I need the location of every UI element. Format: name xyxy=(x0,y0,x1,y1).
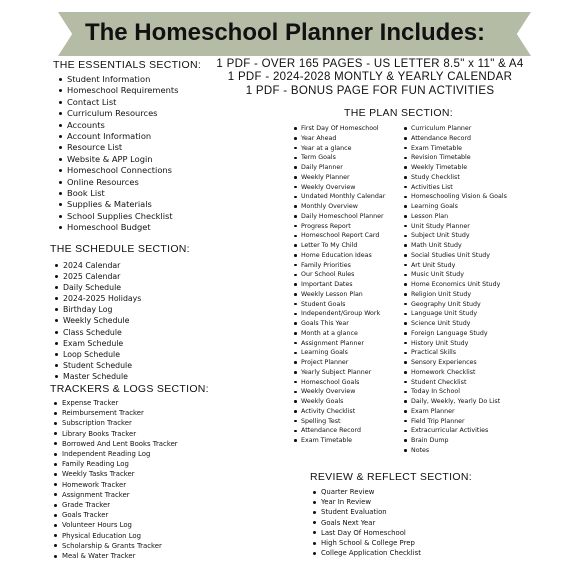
list-item: School Supplies Checklist xyxy=(67,211,178,222)
list-item: Attendance Record xyxy=(411,134,507,144)
review-list xyxy=(321,487,421,558)
list-item: Year In Review xyxy=(321,497,421,507)
list-item: Weekly Timetable xyxy=(411,163,507,173)
list-item: Student Checklist xyxy=(411,378,507,388)
list-item: Month at a glance xyxy=(301,329,385,339)
list-item: Year Ahead xyxy=(301,134,385,144)
list-item: Volunteer Hours Log xyxy=(62,520,178,530)
list-item: Goals Next Year xyxy=(321,518,421,528)
list-item: Learning Goals xyxy=(301,348,385,358)
list-item: Daily, Weekly, Yearly Do List xyxy=(411,397,507,407)
list-item: Social Studies Unit Study xyxy=(411,251,507,261)
list-item: Science Unit Study xyxy=(411,319,507,329)
list-item: Curriculum Resources xyxy=(67,108,178,119)
list-item: Weekly Overview xyxy=(301,387,385,397)
list-item: Class Schedule xyxy=(63,327,141,338)
list-item: Notes xyxy=(411,446,507,456)
list-item: Book List xyxy=(67,188,178,199)
list-item: Daily Planner xyxy=(301,163,385,173)
list-item: Project Planner xyxy=(301,358,385,368)
list-item: Language Unit Study xyxy=(411,309,507,319)
list-item: Weekly Planner xyxy=(301,173,385,183)
page-title: The Homeschool Planner Includes: xyxy=(84,19,486,46)
list-item: Homeschool Report Card xyxy=(301,231,385,241)
list-item: Exam Planner xyxy=(411,407,507,417)
list-item: Foreign Language Study xyxy=(411,329,507,339)
list-item: Weekly Tasks Tracker xyxy=(62,469,178,479)
list-item: Extracurricular Activities xyxy=(411,426,507,436)
list-item: Exam Schedule xyxy=(63,338,141,349)
plan-list-column-1 xyxy=(301,124,385,446)
list-item: Independent Reading Log xyxy=(62,449,178,459)
list-item: Music Unit Study xyxy=(411,270,507,280)
list-item: Undated Monthly Calendar xyxy=(301,193,386,201)
list-item: Activity Checklist xyxy=(301,407,385,417)
list-item: Religion Unit Study xyxy=(411,290,507,300)
list-item: Family Reading Log xyxy=(62,459,178,469)
list-item: Master Schedule xyxy=(63,371,141,382)
list-item: Homeschool Goals xyxy=(301,378,385,388)
list-item: Daily Homeschool Planner xyxy=(301,212,384,220)
list-item: Student Schedule xyxy=(63,360,141,371)
list-item: Accounts xyxy=(67,120,178,131)
list-item: Library Books Tracker xyxy=(62,429,178,439)
pdf-line-1: 1 PDF - OVER 165 PAGES - US LETTER 8.5" x 11" & A4 xyxy=(216,58,524,70)
plan-section-title: THE PLAN SECTION: xyxy=(344,107,453,119)
list-item: Brain Dump xyxy=(411,436,507,446)
list-item: Term Goals xyxy=(301,153,385,163)
review-section-title: REVIEW & REFLECT SECTION: xyxy=(310,471,472,483)
trackers-list xyxy=(62,398,178,561)
schedule-section-title: THE SCHEDULE SECTION: xyxy=(50,243,190,255)
list-item: Expense Tracker xyxy=(62,398,178,408)
list-item: Today In School xyxy=(411,387,507,397)
list-item: Home Education Ideas xyxy=(301,251,385,261)
list-item: Reimbursement Tracker xyxy=(62,408,178,418)
list-item: Geography Unit Study xyxy=(411,300,507,310)
list-item: 2024-2025 Holidays xyxy=(63,294,142,304)
list-item: Website & APP Login xyxy=(67,154,178,165)
list-item: Our School Rules xyxy=(301,270,385,280)
plan-list-column-2 xyxy=(411,124,507,456)
list-item: Art Unit Study xyxy=(411,261,507,271)
list-item: Home Economics Unit Study xyxy=(411,280,507,290)
list-item: Homeschool Requirements xyxy=(67,85,179,96)
list-item: Last Day Of Homeschool xyxy=(321,528,421,538)
list-item: Quarter Review xyxy=(321,487,421,497)
essentials-list xyxy=(67,74,178,234)
list-item: Field Trip Planner xyxy=(411,417,507,427)
list-item: Homework Checklist xyxy=(411,368,507,378)
list-item: 2024 Calendar xyxy=(63,260,141,271)
list-item: Subject Unit Study xyxy=(411,231,507,241)
list-item: Assignment Planner xyxy=(301,339,385,349)
list-item: Spelling Test xyxy=(301,417,385,427)
list-item: Math Unit Study xyxy=(411,241,507,251)
list-item: Meal & Water Tracker xyxy=(62,551,178,561)
list-item: Important Dates xyxy=(301,280,385,290)
list-item: Homeschool Budget xyxy=(67,222,178,233)
list-item: High School & College Prep xyxy=(321,538,421,548)
list-item: Contact List xyxy=(67,97,178,108)
list-item: Supplies & Materials xyxy=(67,199,178,210)
list-item: Family Priorities xyxy=(301,261,385,271)
list-item: Learning Goals xyxy=(411,202,507,212)
trackers-section-title: TRACKERS & LOGS SECTION: xyxy=(50,383,209,395)
list-item: Birthday Log xyxy=(63,304,141,315)
list-item: Yearly Subject Planner xyxy=(301,368,385,378)
list-item: Exam Timetable xyxy=(411,144,507,154)
list-item: Curriculum Planner xyxy=(411,124,507,134)
list-item: Homeschool Connections xyxy=(67,165,178,176)
list-item: Exam Timetable xyxy=(301,436,385,446)
list-item: Homeschooling Vision & Goals xyxy=(411,193,507,201)
essentials-section-title: THE ESSENTIALS SECTION: xyxy=(53,59,202,71)
list-item: Subscription Tracker xyxy=(62,418,178,428)
list-item: First Day Of Homeschool xyxy=(301,124,385,134)
list-item: Scholarship & Grants Tracker xyxy=(62,541,178,551)
list-item: Practical Skills xyxy=(411,348,507,358)
list-item: Attendance Record xyxy=(301,426,385,436)
list-item: Borrowed And Lent Books Tracker xyxy=(62,439,178,448)
list-item: Weekly Schedule xyxy=(63,315,141,326)
list-item: Independent/Group Work xyxy=(301,309,385,319)
list-item: Physical Education Log xyxy=(62,531,178,541)
list-item: Goals This Year xyxy=(301,319,385,329)
list-item: Progress Report xyxy=(301,222,385,232)
pdf-includes xyxy=(190,58,550,98)
list-item: Grade Tracker xyxy=(62,500,178,510)
list-item: History Unit Study xyxy=(411,339,507,349)
list-item: Letter To My Child xyxy=(301,241,385,251)
list-item: Revision Timetable xyxy=(411,153,507,163)
list-item: Student Goals xyxy=(301,300,385,310)
pdf-line-3: 1 PDF - BONUS PAGE FOR FUN ACTIVITIES xyxy=(245,84,495,97)
pdf-line-2: 1 PDF - 2024-2028 MONTLY & YEARLY CALENDAR xyxy=(227,71,513,84)
list-item: College Application Checklist xyxy=(321,549,421,558)
list-item: 2025 Calendar xyxy=(63,271,141,282)
list-item: Weekly Overview xyxy=(301,183,385,193)
list-item: Goals Tracker xyxy=(62,510,178,520)
list-item: Student Information xyxy=(67,74,178,85)
list-item: Weekly Goals xyxy=(301,397,385,407)
list-item: Account Information xyxy=(67,131,178,142)
list-item: Year at a glance xyxy=(301,144,385,154)
list-item: Loop Schedule xyxy=(63,349,141,360)
list-item: Student Evaluation xyxy=(321,507,421,517)
list-item: Activities List xyxy=(411,183,507,193)
list-item: Homework Tracker xyxy=(62,480,178,490)
list-item: Unit Study Planner xyxy=(411,222,507,232)
list-item: Weekly Lesson Plan xyxy=(301,290,385,300)
list-item: Daily Schedule xyxy=(63,282,141,293)
schedule-list xyxy=(63,260,141,382)
list-item: Study Checklist xyxy=(411,173,507,183)
list-item: Online Resources xyxy=(67,177,178,188)
list-item: Lesson Plan xyxy=(411,212,507,222)
list-item: Monthly Overview xyxy=(301,202,385,212)
list-item: Assignment Tracker xyxy=(62,490,178,500)
list-item: Resource List xyxy=(67,142,178,153)
list-item: Sensory Experiences xyxy=(411,358,507,368)
